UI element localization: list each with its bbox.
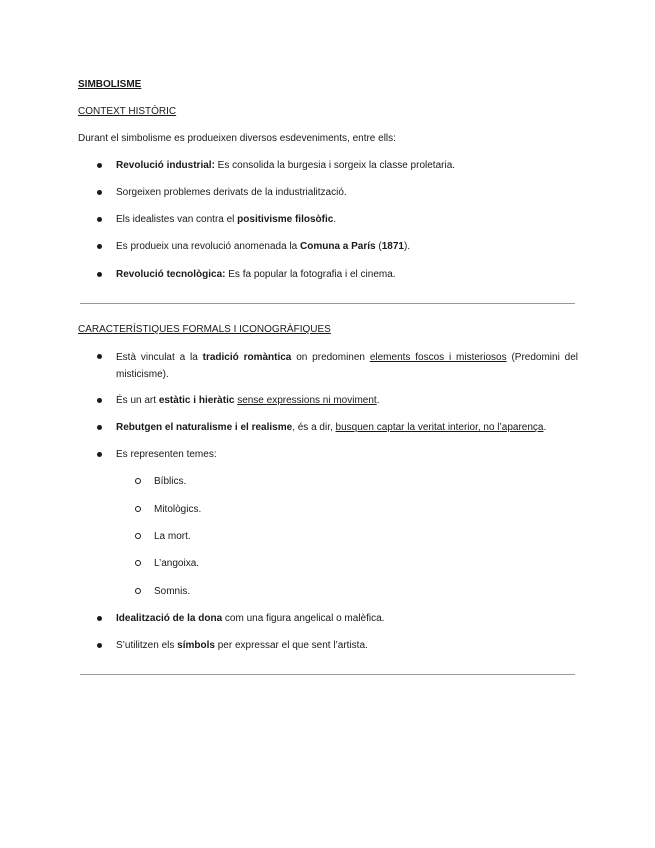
document-title: SIMBOLISME xyxy=(78,79,142,90)
item-text: ). xyxy=(403,241,411,252)
item-text: Es produeix una revolució anomenada la xyxy=(116,241,301,252)
item-bold: Revolució industrial: xyxy=(116,160,215,171)
item-text: . xyxy=(376,395,380,406)
section-divider xyxy=(80,303,575,304)
theme-label: Somnis. xyxy=(154,586,191,597)
circle-bullet-icon xyxy=(135,533,141,539)
item-text: Es representen temes: xyxy=(116,449,217,460)
item-text: on predominen xyxy=(291,352,370,363)
context-heading: CONTEXT HISTÒRIC xyxy=(78,106,177,117)
item-bold: estàtic i hieràtic xyxy=(158,395,235,406)
item-bold: tradició romàntica xyxy=(202,352,292,363)
bullet-icon xyxy=(97,643,102,648)
item-text: És un art xyxy=(116,395,159,406)
bullet-icon xyxy=(97,190,102,195)
circle-bullet-icon xyxy=(135,588,141,594)
context-intro: Durant el simbolisme es produeixen diversos esdeveniments, entre ells: xyxy=(78,133,396,144)
theme-label: Mitològics. xyxy=(154,504,202,515)
circle-bullet-icon xyxy=(135,478,141,484)
item-underline: busquen captar la veritat interior, no l’aparença xyxy=(335,422,544,433)
item-underline: elements foscos i misteriosos xyxy=(369,352,507,363)
item-text: Es fa popular la fotografia i el cinema. xyxy=(225,269,396,280)
item-bold: Idealització de la dona xyxy=(116,613,223,624)
item-text: Els idealistes van contra el xyxy=(116,214,238,225)
bullet-icon xyxy=(97,354,102,359)
item-text: Està vinculat a la xyxy=(116,352,203,363)
item-text: per expressar el que sent l’artista. xyxy=(214,640,368,651)
item-text: , és a dir, xyxy=(292,422,336,433)
section-divider xyxy=(80,674,575,675)
theme-label: La mort. xyxy=(154,531,191,542)
theme-label: L’angoixa. xyxy=(154,558,200,569)
bullet-icon xyxy=(97,616,102,621)
circle-bullet-icon xyxy=(135,506,141,512)
bullet-icon xyxy=(97,163,102,168)
bullet-icon xyxy=(97,217,102,222)
theme-label: Bíblics. xyxy=(154,476,187,487)
bullet-icon xyxy=(97,398,102,403)
item-bold: Revolució tecnològica: xyxy=(116,269,226,280)
bullet-icon xyxy=(97,244,102,249)
item-text: (Predomini del misticisme). xyxy=(116,352,578,380)
item-underline: sense expressions ni moviment xyxy=(237,395,377,406)
item-bold: 1871 xyxy=(381,241,404,252)
item-text: Es consolida la burgesia i sorgeix la classe proletaria. xyxy=(214,160,456,171)
item-text: com una figura angelical o malèfica. xyxy=(222,613,385,624)
item-text: . xyxy=(333,214,337,225)
features-heading: CARACTERÍSTIQUES FORMALS I ICONOGRÀFIQUES xyxy=(78,324,331,335)
bullet-icon xyxy=(97,425,102,430)
item-text: Sorgeixen problemes derivats de la industrialització. xyxy=(116,187,347,198)
item-bold: símbols xyxy=(177,640,215,651)
item-text: S’utilitzen els xyxy=(116,640,178,651)
item-text: . xyxy=(543,422,547,433)
item-bold: Comuna a París xyxy=(300,241,376,252)
item-bold: Rebutgen el naturalisme i el realisme xyxy=(116,422,293,433)
bullet-icon xyxy=(97,272,102,277)
circle-bullet-icon xyxy=(135,560,141,566)
bullet-icon xyxy=(97,452,102,457)
item-bold: positivisme filosòfic xyxy=(237,214,334,225)
item-text: ( xyxy=(375,241,382,252)
